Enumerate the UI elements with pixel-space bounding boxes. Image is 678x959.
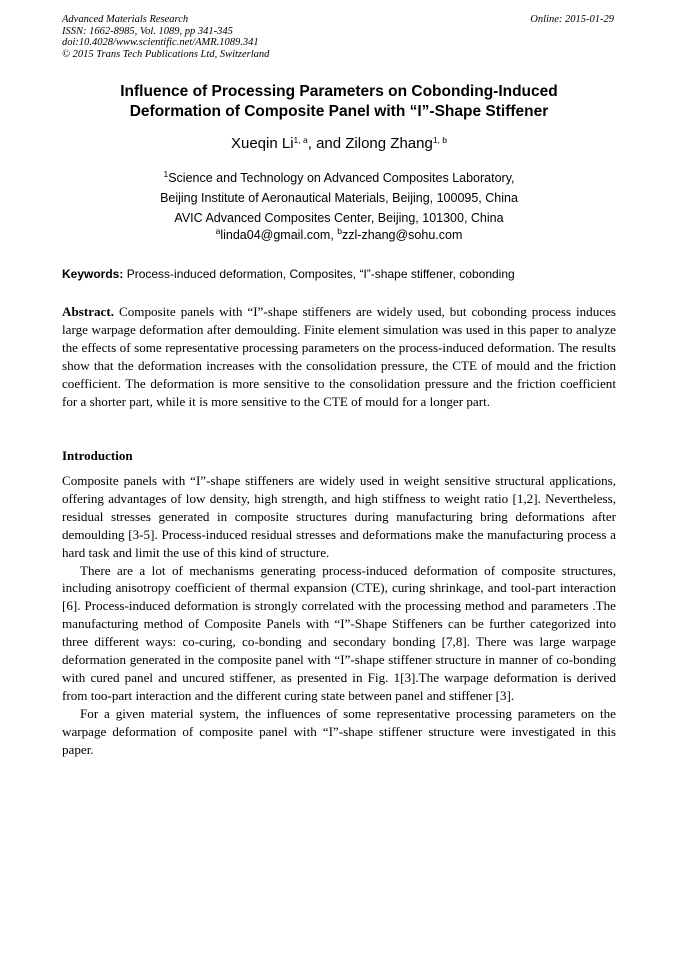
email-a-marker: a: [215, 226, 221, 236]
paper-title: [62, 82, 616, 122]
email-b-marker: b: [337, 226, 342, 236]
keywords-label: Keywords:: [62, 267, 124, 281]
title-line-1: Influence of Processing Parameters on Cobonding-Induced: [120, 83, 558, 100]
journal-header: [62, 14, 269, 60]
title-line-2: Deformation of Composite Panel with “I”-Shape Stiffener: [129, 103, 549, 120]
author-1-affil-marker: 1, a: [293, 135, 308, 145]
abstract: [62, 303, 616, 410]
affiliation-line-3: AVIC Advanced Composites Center, Beijing, 101300, China: [174, 211, 504, 225]
journal-name: Advanced Materials Research: [62, 14, 189, 25]
keywords-text: Process-induced deformation, Composites, “I”-shape stiffener, cobonding: [123, 267, 515, 281]
abstract-text: Composite panels with “I”-shape stiffeners are widely used, but cobonding process induces large warpage deformation after demoulding. Finite element simulation was used in this paper to analyze the effects of some representative processing parameters on the process-induced deformation. The results show that the deformation increases with the consolidation pressure, the CTE of mould and the friction coefficient. The deformation is more sensitive to the consolidation pressure and the friction coefficient for a shorter part, while it is more sensitive to the CTE of mould for a longer part.: [62, 304, 616, 409]
issn-line: ISSN: 1662-8985, Vol. 1089, pp 341-345: [62, 25, 233, 37]
affiliation-line-1: $^1$Science and Technology on Advanced Composites Laboratory,: [163, 169, 515, 185]
section-heading-introduction: Introduction: [62, 448, 133, 463]
author-2-affil-marker: 1, b: [432, 135, 448, 145]
email-a[interactable]: linda04@gmail.com: [220, 228, 331, 242]
keywords: [62, 267, 616, 281]
intro-paragraph-1: Composite panels with “I”-shape stiffeners are widely used in weight sensitive structural applications, offering advantages of low density, high strength, and high stiffness to weight ratio [1,2]. Nevertheless, residual stresses generated in composite structures during manufacturing bring deformations after demoulding [3-5]. Process-induced residual stresses and deformations make the manufacturing process a hard task and limit the use of this kind of structure.: [62, 473, 616, 560]
email-b[interactable]: zzl-zhang@sohu.com: [342, 228, 463, 242]
author-1: Xueqin Li: [230, 135, 294, 152]
author-separator: , and: [307, 135, 346, 152]
copyright-line: © 2015 Trans Tech Publications Ltd, Switzerland: [62, 48, 270, 60]
affiliations: [62, 168, 616, 228]
introduction-body: [62, 472, 616, 759]
email-separator: ,: [330, 228, 338, 242]
abstract-label: Abstract.: [62, 304, 114, 319]
author-emails: [62, 228, 616, 242]
author-2: Zilong Zhang: [345, 135, 433, 152]
affiliation-line-2: Beijing Institute of Aeronautical Materials, Beijing, 100095, China: [160, 191, 518, 205]
online-date: Online: 2015-01-29: [530, 14, 614, 25]
intro-paragraph-2: There are a lot of mechanisms generating process-induced deformation of composite structures, including anisotropy coefficient of thermal expansion (CTE), curing shrinkage, and tool-part interaction [6]. Process-induced deformation is strongly correlated with the processing method and parameters .The manufacturing method of Composite Panels with “I”-Shape Stiffeners can be further categorized into three different ways: co-curing, co-bonding and secondary bonding [7,8]. There was large warpage deformation generated in the composite panel with “I”-shape stiffener structure in manner of co-bonding with cured panel and uncured stiffener, as presented in Fig. 1[3].The warpage deformation is derived from too-part interaction and the different curing state between panel and stiffener [3].: [62, 562, 616, 703]
doi-line: doi:10.4028/www.scientific.net/AMR.1089.341: [62, 37, 259, 48]
intro-paragraph-3: For a given material system, the influences of some representative processing parameters on the warpage deformation of composite panel with “I”-shape stiffener structure were investigated in this paper.: [62, 705, 616, 757]
affiliation-marker: 1: [163, 169, 169, 179]
author-list: [62, 135, 616, 152]
